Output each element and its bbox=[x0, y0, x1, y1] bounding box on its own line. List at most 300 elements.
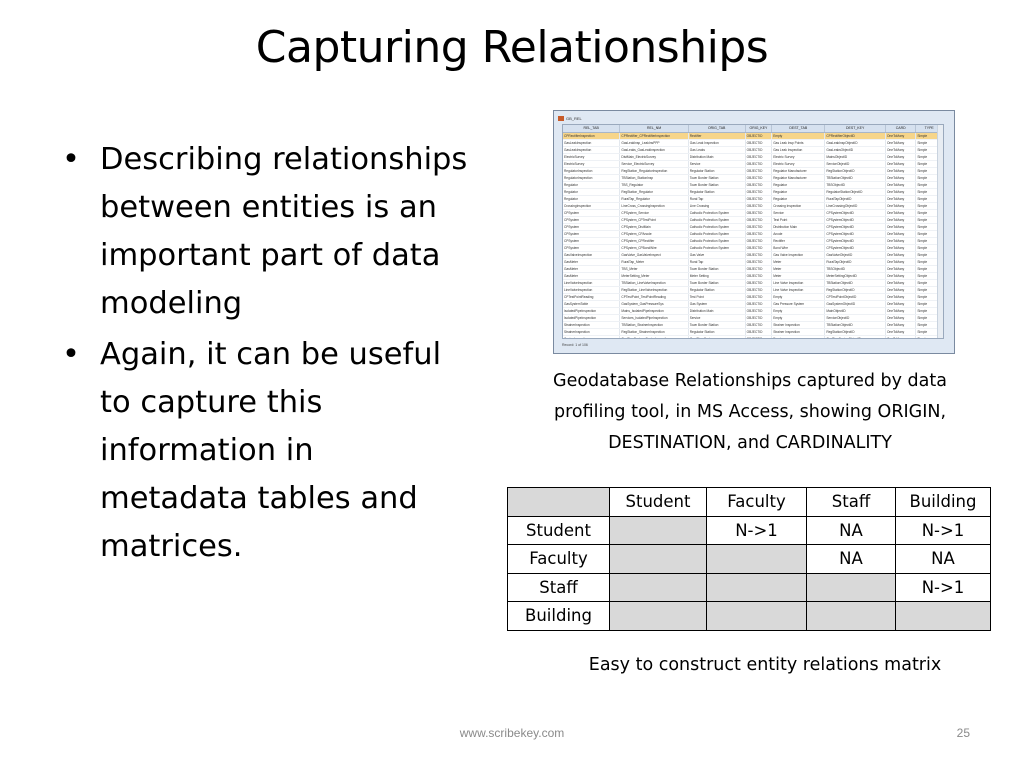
bullet-list bbox=[58, 136, 468, 574]
access-table-screenshot bbox=[553, 110, 955, 354]
screenshot-cell: Service bbox=[772, 209, 825, 216]
screenshot-cell: Cathodic Protection System bbox=[688, 237, 745, 244]
matrix-row bbox=[508, 545, 991, 574]
screenshot-cell: Gas Valve Inspection bbox=[772, 251, 825, 258]
screenshot-cell: OBJECTID bbox=[745, 265, 772, 272]
screenshot-cell: Simple bbox=[916, 286, 943, 293]
screenshot-cell: OBJECTID bbox=[745, 244, 772, 251]
screenshot-cell: RegulatorStationObjectID bbox=[825, 188, 886, 195]
matrix-cell: N->1 bbox=[896, 516, 991, 545]
matrix-cell bbox=[610, 545, 707, 574]
screenshot-cell: Regulator Station bbox=[688, 328, 745, 335]
screenshot-cell: GasPipeCasing_CasingInspection bbox=[620, 335, 688, 339]
bullet-item bbox=[58, 136, 468, 328]
screenshot-cell: OneToMany bbox=[886, 167, 916, 174]
screenshot-cell: Empty bbox=[772, 307, 825, 314]
screenshot-cell: Town Border Station bbox=[688, 265, 745, 272]
screenshot-column-header: CARD bbox=[886, 125, 916, 132]
screenshot-cell: OneToMany bbox=[886, 209, 916, 216]
screenshot-cell: Gas System bbox=[688, 300, 745, 307]
screenshot-cell: Simple bbox=[916, 293, 943, 300]
screenshot-cell: Regulator bbox=[563, 188, 620, 195]
screenshot-cell: Simple bbox=[916, 202, 943, 209]
screenshot-window-title: GB_REL bbox=[566, 115, 582, 121]
screenshot-row bbox=[563, 146, 943, 153]
screenshot-cell: Cathodic Protection System bbox=[688, 216, 745, 223]
screenshot-cell: TBSObjectID bbox=[825, 181, 886, 188]
matrix-cell bbox=[707, 573, 807, 602]
screenshot-cell: CPRectifierObjectID bbox=[825, 132, 886, 139]
screenshot-cell: CPSystemObjectID bbox=[825, 237, 886, 244]
screenshot-cell: Regulator bbox=[563, 195, 620, 202]
screenshot-cell: Meter bbox=[772, 272, 825, 279]
screenshot-column-header: REL_TAB bbox=[563, 125, 620, 132]
slide-title: Capturing Relationships bbox=[255, 22, 769, 73]
screenshot-cell: GasLeakInspection bbox=[563, 146, 620, 153]
screenshot-cell: OneToMany bbox=[886, 251, 916, 258]
screenshot-cell: Simple bbox=[916, 139, 943, 146]
screenshot-cell: CPSystem bbox=[563, 230, 620, 237]
screenshot-cell: MeterSetting_Meter bbox=[620, 272, 688, 279]
screenshot-cell: Regulator Manufacturer bbox=[772, 167, 825, 174]
record-navigator: Record: 1 of 106 bbox=[562, 343, 588, 347]
matrix-row-header: Building bbox=[508, 602, 610, 631]
screenshot-cell: Simple bbox=[916, 160, 943, 167]
screenshot-cell: RegStationObjectID bbox=[825, 167, 886, 174]
screenshot-cell: Test Point bbox=[688, 293, 745, 300]
screenshot-scrollbar bbox=[937, 125, 943, 338]
screenshot-cell: OBJECTID bbox=[745, 167, 772, 174]
screenshot-cell: LineCross_CrossingInspection bbox=[620, 202, 688, 209]
screenshot-cell: LineValveInspection bbox=[563, 286, 620, 293]
screenshot-row bbox=[563, 181, 943, 188]
screenshot-cell: OneToMany bbox=[886, 132, 916, 139]
screenshot-row bbox=[563, 335, 943, 339]
matrix-row-header: Student bbox=[508, 516, 610, 545]
screenshot-cell: CPSystemObjectID bbox=[825, 209, 886, 216]
screenshot-cell: OBJECTID bbox=[745, 293, 772, 300]
screenshot-cell: OneToMany bbox=[886, 174, 916, 181]
screenshot-column-header: DEST_KEY bbox=[825, 125, 886, 132]
screenshot-row bbox=[563, 293, 943, 300]
matrix-column-header: Staff bbox=[807, 488, 896, 517]
screenshot-cell: Line Valve Inspection bbox=[772, 286, 825, 293]
matrix-cell bbox=[807, 602, 896, 631]
matrix-cell: NA bbox=[896, 545, 991, 574]
screenshot-cell: Simple bbox=[916, 335, 943, 339]
screenshot-cell: Simple bbox=[916, 216, 943, 223]
screenshot-cell: CPSystem_CPAnode bbox=[620, 230, 688, 237]
bullet-item bbox=[58, 331, 468, 571]
screenshot-cell: OneToMany bbox=[886, 328, 916, 335]
screenshot-cell: MeterSettingObjectID bbox=[825, 272, 886, 279]
screenshot-cell: TBStation_LineValveInspection bbox=[620, 279, 688, 286]
screenshot-cell: OBJECTID bbox=[745, 216, 772, 223]
screenshot-cell: OneToMany bbox=[886, 188, 916, 195]
screenshot-cell: ElectricSurvey bbox=[563, 153, 620, 160]
screenshot-cell: OBJECTID bbox=[745, 223, 772, 230]
screenshot-cell: Service_ElectricSurvey bbox=[620, 160, 688, 167]
footer-url: www.scribekey.com bbox=[459, 726, 565, 740]
screenshot-cell: GasMeter bbox=[563, 265, 620, 272]
screenshot-cell: OBJECTID bbox=[745, 307, 772, 314]
screenshot-cell: RegStationObjectID bbox=[825, 286, 886, 293]
screenshot-row bbox=[563, 160, 943, 167]
screenshot-row bbox=[563, 286, 943, 293]
screenshot-cell: GasValve_GasValveInspect bbox=[620, 251, 688, 258]
matrix-cell bbox=[610, 602, 707, 631]
screenshot-row bbox=[563, 272, 943, 279]
screenshot-cell: Rectifier bbox=[772, 237, 825, 244]
screenshot-caption: Geodatabase Relationships captured by data profiling tool, in MS Access, showing ORIGIN, DESTINATION, and CARDINALITY bbox=[553, 371, 947, 453]
screenshot-cell: OBJECTID bbox=[745, 300, 772, 307]
screenshot-cell: Crossing Inspection bbox=[772, 202, 825, 209]
matrix-header-row bbox=[508, 488, 991, 517]
screenshot-cell: Gas Leak Insp Points bbox=[772, 139, 825, 146]
screenshot-cell: Town Border Station bbox=[688, 181, 745, 188]
screenshot-cell: Regulator bbox=[772, 195, 825, 202]
screenshot-cell: OBJECTID bbox=[745, 174, 772, 181]
screenshot-row bbox=[563, 209, 943, 216]
screenshot-cell: Simple bbox=[916, 174, 943, 181]
entity-relations-matrix bbox=[507, 487, 991, 631]
screenshot-cell: IsolatedPipeInspection bbox=[563, 307, 620, 314]
screenshot-row bbox=[563, 153, 943, 160]
screenshot-column-header: ORIG_KEY bbox=[745, 125, 772, 132]
screenshot-row bbox=[563, 258, 943, 265]
screenshot-cell: Simple bbox=[916, 167, 943, 174]
screenshot-cell: OBJECTID bbox=[745, 139, 772, 146]
screenshot-cell: CPSystemObjectID bbox=[825, 230, 886, 237]
screenshot-cell: Simple bbox=[916, 300, 943, 307]
screenshot-cell: OneToMany bbox=[886, 265, 916, 272]
matrix-row bbox=[508, 602, 991, 631]
matrix-cell bbox=[707, 545, 807, 574]
screenshot-cell: Simple bbox=[916, 237, 943, 244]
screenshot-row bbox=[563, 174, 943, 181]
screenshot-row bbox=[563, 167, 943, 174]
screenshot-cell: Simple bbox=[916, 188, 943, 195]
screenshot-titlebar bbox=[558, 114, 950, 122]
screenshot-cell: Line Valve Inspection bbox=[772, 279, 825, 286]
screenshot-cell: Simple bbox=[916, 314, 943, 321]
screenshot-cell: OneToMany bbox=[886, 286, 916, 293]
screenshot-cell: LineCrossingObjectID bbox=[825, 202, 886, 209]
screenshot-cell: Empty bbox=[772, 293, 825, 300]
screenshot-cell: Regulator Station bbox=[688, 167, 745, 174]
screenshot-row bbox=[563, 328, 943, 335]
screenshot-cell: CPTestPointReading bbox=[563, 293, 620, 300]
matrix-column-header: Student bbox=[610, 488, 707, 517]
screenshot-cell: Gas Pressure System bbox=[772, 300, 825, 307]
screenshot-row bbox=[563, 195, 943, 202]
screenshot-cell: GasMeter bbox=[563, 272, 620, 279]
screenshot-cell: OBJECTID bbox=[745, 335, 772, 339]
screenshot-row bbox=[563, 188, 943, 195]
screenshot-cell: GasValveObjectID bbox=[825, 251, 886, 258]
screenshot-cell: OBJECTID bbox=[745, 251, 772, 258]
screenshot-datasheet bbox=[562, 124, 944, 339]
screenshot-cell: Simple bbox=[916, 209, 943, 216]
screenshot-cell: OBJECTID bbox=[745, 328, 772, 335]
screenshot-cell: StrainerInspection bbox=[563, 321, 620, 328]
screenshot-cell: GasSystem_GasPressureSys bbox=[620, 300, 688, 307]
screenshot-cell: ServiceObjectID bbox=[825, 160, 886, 167]
screenshot-cell: Empty bbox=[772, 314, 825, 321]
screenshot-cell: CPSystem_CPTestPoint bbox=[620, 216, 688, 223]
screenshot-cell: Regulator bbox=[772, 181, 825, 188]
matrix-cell: NA bbox=[807, 545, 896, 574]
screenshot-row bbox=[563, 237, 943, 244]
screenshot-cell: OneToMany bbox=[886, 146, 916, 153]
bullet-text: Describing relationships between entities is an important part of data modeling bbox=[100, 142, 468, 321]
screenshot-cell: GasPipeCasingObjectID bbox=[825, 335, 886, 339]
screenshot-cell: OneToMany bbox=[886, 202, 916, 209]
screenshot-cell: RuralTap_Regulator bbox=[620, 195, 688, 202]
screenshot-cell: OneToMany bbox=[886, 244, 916, 251]
matrix-cell: NA bbox=[807, 516, 896, 545]
screenshot-cell: Regulator Manufacturer bbox=[772, 174, 825, 181]
screenshot-cell: Distribution Main bbox=[688, 153, 745, 160]
screenshot-cell: Bond Wire bbox=[772, 244, 825, 251]
screenshot-cell: Simple bbox=[916, 265, 943, 272]
screenshot-row bbox=[563, 314, 943, 321]
screenshot-cell: Empty bbox=[772, 132, 825, 139]
screenshot-row bbox=[563, 244, 943, 251]
bullet-glyph: • bbox=[62, 337, 80, 372]
screenshot-row bbox=[563, 132, 943, 139]
screenshot-cell: OBJECTID bbox=[745, 202, 772, 209]
screenshot-cell: OneToMany bbox=[886, 153, 916, 160]
screenshot-cell: OBJECTID bbox=[745, 286, 772, 293]
screenshot-cell: Simple bbox=[916, 258, 943, 265]
screenshot-cell: OneToMany bbox=[886, 258, 916, 265]
screenshot-cell: GasLeakInspection bbox=[563, 139, 620, 146]
screenshot-cell: Simple bbox=[916, 153, 943, 160]
matrix-column-header: Building bbox=[896, 488, 991, 517]
screenshot-cell: Service bbox=[688, 160, 745, 167]
screenshot-cell: CPSystem_DistMain bbox=[620, 223, 688, 230]
screenshot-cell: Simple bbox=[916, 181, 943, 188]
screenshot-cell: OneToMany bbox=[886, 307, 916, 314]
screenshot-cell: ElectricSurvey bbox=[563, 160, 620, 167]
screenshot-cell: RuralTapObjectID bbox=[825, 195, 886, 202]
screenshot-cell: GasLeaksObjectID bbox=[825, 146, 886, 153]
screenshot-row bbox=[563, 300, 943, 307]
screenshot-cell: CPTestPointObjectID bbox=[825, 293, 886, 300]
screenshot-cell: OBJECTID bbox=[745, 195, 772, 202]
screenshot-cell: OneToMany bbox=[886, 321, 916, 328]
screenshot-cell: RegStation_LineValveInspection bbox=[620, 286, 688, 293]
screenshot-cell: Simple bbox=[916, 146, 943, 153]
screenshot-cell: OneToMany bbox=[886, 195, 916, 202]
screenshot-cell: CPSystemObjectID bbox=[825, 223, 886, 230]
screenshot-cell: Mains_IsolatedPipeInspection bbox=[620, 307, 688, 314]
screenshot-cell: TBS_Regulator bbox=[620, 181, 688, 188]
screenshot-cell: Regulator Station bbox=[688, 286, 745, 293]
screenshot-row bbox=[563, 307, 943, 314]
screenshot-cell: GasMeter bbox=[563, 258, 620, 265]
screenshot-cell: CPSystemObjectID bbox=[825, 244, 886, 251]
screenshot-cell: RuralTap_Meter bbox=[620, 258, 688, 265]
screenshot-cell: OneToMany bbox=[886, 223, 916, 230]
screenshot-cell: Meter Setting bbox=[688, 272, 745, 279]
screenshot-cell: OneToMany bbox=[886, 216, 916, 223]
screenshot-cell: OneToMany bbox=[886, 230, 916, 237]
screenshot-column-header: REL_NM bbox=[620, 125, 688, 132]
screenshot-cell: Simple bbox=[916, 223, 943, 230]
screenshot-cell: GasLeakInsp_LeakInsPPP bbox=[620, 139, 688, 146]
screenshot-cell: Empty bbox=[772, 335, 825, 339]
matrix-cell: N->1 bbox=[707, 516, 807, 545]
screenshot-cell: TBS_Meter bbox=[620, 265, 688, 272]
screenshot-cell: LineValveInspection bbox=[563, 279, 620, 286]
screenshot-row bbox=[563, 279, 943, 286]
screenshot-column-header: ORIG_TAB bbox=[688, 125, 745, 132]
screenshot-column-header: DEST_TAB bbox=[772, 125, 825, 132]
screenshot-cell: MainObjectID bbox=[825, 307, 886, 314]
screenshot-cell: RegStationObjectID bbox=[825, 328, 886, 335]
screenshot-cell: OBJECTID bbox=[745, 279, 772, 286]
screenshot-cell: CPRectifierInspection bbox=[563, 132, 620, 139]
matrix-cell bbox=[807, 573, 896, 602]
screenshot-cell: CPSystem_CPBondWire bbox=[620, 244, 688, 251]
screenshot-cell: CasingInspection bbox=[563, 335, 620, 339]
screenshot-column-header: TYPE bbox=[916, 125, 943, 132]
screenshot-row bbox=[563, 265, 943, 272]
bullet-glyph: • bbox=[62, 142, 80, 177]
screenshot-cell: Rural Tap bbox=[688, 258, 745, 265]
screenshot-cell: CPSystem_Service bbox=[620, 209, 688, 216]
screenshot-cell: OBJECTID bbox=[745, 314, 772, 321]
screenshot-cell: Electric Survey bbox=[772, 160, 825, 167]
screenshot-cell: TBSObjectID bbox=[825, 265, 886, 272]
screenshot-cell: RegulatorInspection bbox=[563, 174, 620, 181]
screenshot-cell: RuralTapObjectID bbox=[825, 258, 886, 265]
screenshot-cell: OneToMany bbox=[886, 139, 916, 146]
matrix-cell bbox=[707, 602, 807, 631]
screenshot-cell: OBJECTID bbox=[745, 132, 772, 139]
screenshot-row bbox=[563, 216, 943, 223]
screenshot-cell: CPTestPoint_TestPointReading bbox=[620, 293, 688, 300]
matrix-row-header: Faculty bbox=[508, 545, 610, 574]
screenshot-cell: CPSystem bbox=[563, 244, 620, 251]
screenshot-cell: OneToMany bbox=[886, 279, 916, 286]
screenshot-cell: Simple bbox=[916, 321, 943, 328]
screenshot-cell: Town Border Station bbox=[688, 279, 745, 286]
matrix-row bbox=[508, 516, 991, 545]
screenshot-cell: RegStation_StrainerInspection bbox=[620, 328, 688, 335]
screenshot-cell: OBJECTID bbox=[745, 321, 772, 328]
screenshot-cell: GasValveInspection bbox=[563, 251, 620, 258]
screenshot-cell: Simple bbox=[916, 251, 943, 258]
screenshot-row bbox=[563, 202, 943, 209]
screenshot-cell: Simple bbox=[916, 279, 943, 286]
screenshot-cell: Anode bbox=[772, 230, 825, 237]
screenshot-cell: CPSystem bbox=[563, 209, 620, 216]
screenshot-cell: Strainer Inspection bbox=[772, 321, 825, 328]
screenshot-cell: RegulatorInspection bbox=[563, 167, 620, 174]
screenshot-cell: TBStationObjectID bbox=[825, 174, 886, 181]
screenshot-cell: Gas Pipe Casing bbox=[688, 335, 745, 339]
screenshot-row bbox=[563, 251, 943, 258]
screenshot-cell: Test Point bbox=[772, 216, 825, 223]
screenshot-cell: Rectifier bbox=[688, 132, 745, 139]
screenshot-cell: OneToMany bbox=[886, 272, 916, 279]
matrix-row bbox=[508, 573, 991, 602]
screenshot-cell: OBJECTID bbox=[745, 153, 772, 160]
screenshot-cell: Regulator Station bbox=[688, 188, 745, 195]
screenshot-cell: OneToMany bbox=[886, 237, 916, 244]
screenshot-cell: Town Border Station bbox=[688, 321, 745, 328]
screenshot-cell: GasLeakInspObjectID bbox=[825, 139, 886, 146]
screenshot-cell: OBJECTID bbox=[745, 160, 772, 167]
screenshot-cell: GasSystemTable bbox=[563, 300, 620, 307]
screenshot-cell: RegStation_RegulatorInspection bbox=[620, 167, 688, 174]
screenshot-header-row bbox=[563, 125, 943, 132]
screenshot-cell: Electric Survey bbox=[772, 153, 825, 160]
table-icon bbox=[558, 116, 564, 121]
screenshot-cell: Gas Valve bbox=[688, 251, 745, 258]
screenshot-cell: OBJECTID bbox=[745, 230, 772, 237]
screenshot-cell: OneToMany bbox=[886, 300, 916, 307]
matrix-column-header: Faculty bbox=[707, 488, 807, 517]
screenshot-cell: Meter bbox=[772, 258, 825, 265]
screenshot-cell: Town Border Station bbox=[688, 174, 745, 181]
screenshot-cell: Strainer Inspection bbox=[772, 328, 825, 335]
screenshot-cell: OneToMany bbox=[886, 181, 916, 188]
screenshot-cell: GasSystemObjectID bbox=[825, 300, 886, 307]
screenshot-cell: TBStation_StationInsp bbox=[620, 174, 688, 181]
screenshot-cell: OBJECTID bbox=[745, 209, 772, 216]
page-number: 25 bbox=[956, 726, 970, 740]
screenshot-cell: Simple bbox=[916, 307, 943, 314]
screenshot-cell: Service bbox=[688, 314, 745, 321]
screenshot-cell: DistMain_ElectricSurvey bbox=[620, 153, 688, 160]
matrix-cell bbox=[896, 602, 991, 631]
screenshot-body bbox=[563, 132, 943, 339]
screenshot-cell: Cathodic Protection System bbox=[688, 230, 745, 237]
screenshot-cell: OneToMany bbox=[886, 293, 916, 300]
screenshot-cell: OneToMany bbox=[886, 335, 916, 339]
screenshot-cell: Gas Leaks bbox=[688, 146, 745, 153]
matrix-corner-cell bbox=[508, 488, 610, 517]
screenshot-row bbox=[563, 230, 943, 237]
screenshot-cell: Line Crossing bbox=[688, 202, 745, 209]
screenshot-row bbox=[563, 223, 943, 230]
screenshot-cell: Gas Leak Inspection bbox=[688, 139, 745, 146]
screenshot-cell: CPRectifier_CPRectifierInspection bbox=[620, 132, 688, 139]
screenshot-cell: Simple bbox=[916, 132, 943, 139]
screenshot-cell: Simple bbox=[916, 244, 943, 251]
screenshot-cell: CPSystemObjectID bbox=[825, 216, 886, 223]
screenshot-cell: TBStationObjectID bbox=[825, 279, 886, 286]
screenshot-cell: Gas Leak Inspection bbox=[772, 146, 825, 153]
screenshot-cell: OBJECTID bbox=[745, 146, 772, 153]
screenshot-cell: IsolatedPipeInspection bbox=[563, 314, 620, 321]
matrix-row-header: Staff bbox=[508, 573, 610, 602]
screenshot-row bbox=[563, 321, 943, 328]
screenshot-cell: OBJECTID bbox=[745, 237, 772, 244]
screenshot-cell: OBJECTID bbox=[745, 258, 772, 265]
screenshot-cell: OBJECTID bbox=[745, 272, 772, 279]
screenshot-cell: Simple bbox=[916, 272, 943, 279]
matrix-cell bbox=[610, 573, 707, 602]
screenshot-cell: RegStation_Regulator bbox=[620, 188, 688, 195]
screenshot-cell: Cathodic Protection System bbox=[688, 244, 745, 251]
screenshot-cell: TBStationObjectID bbox=[825, 321, 886, 328]
screenshot-cell: Distribution Main bbox=[772, 223, 825, 230]
